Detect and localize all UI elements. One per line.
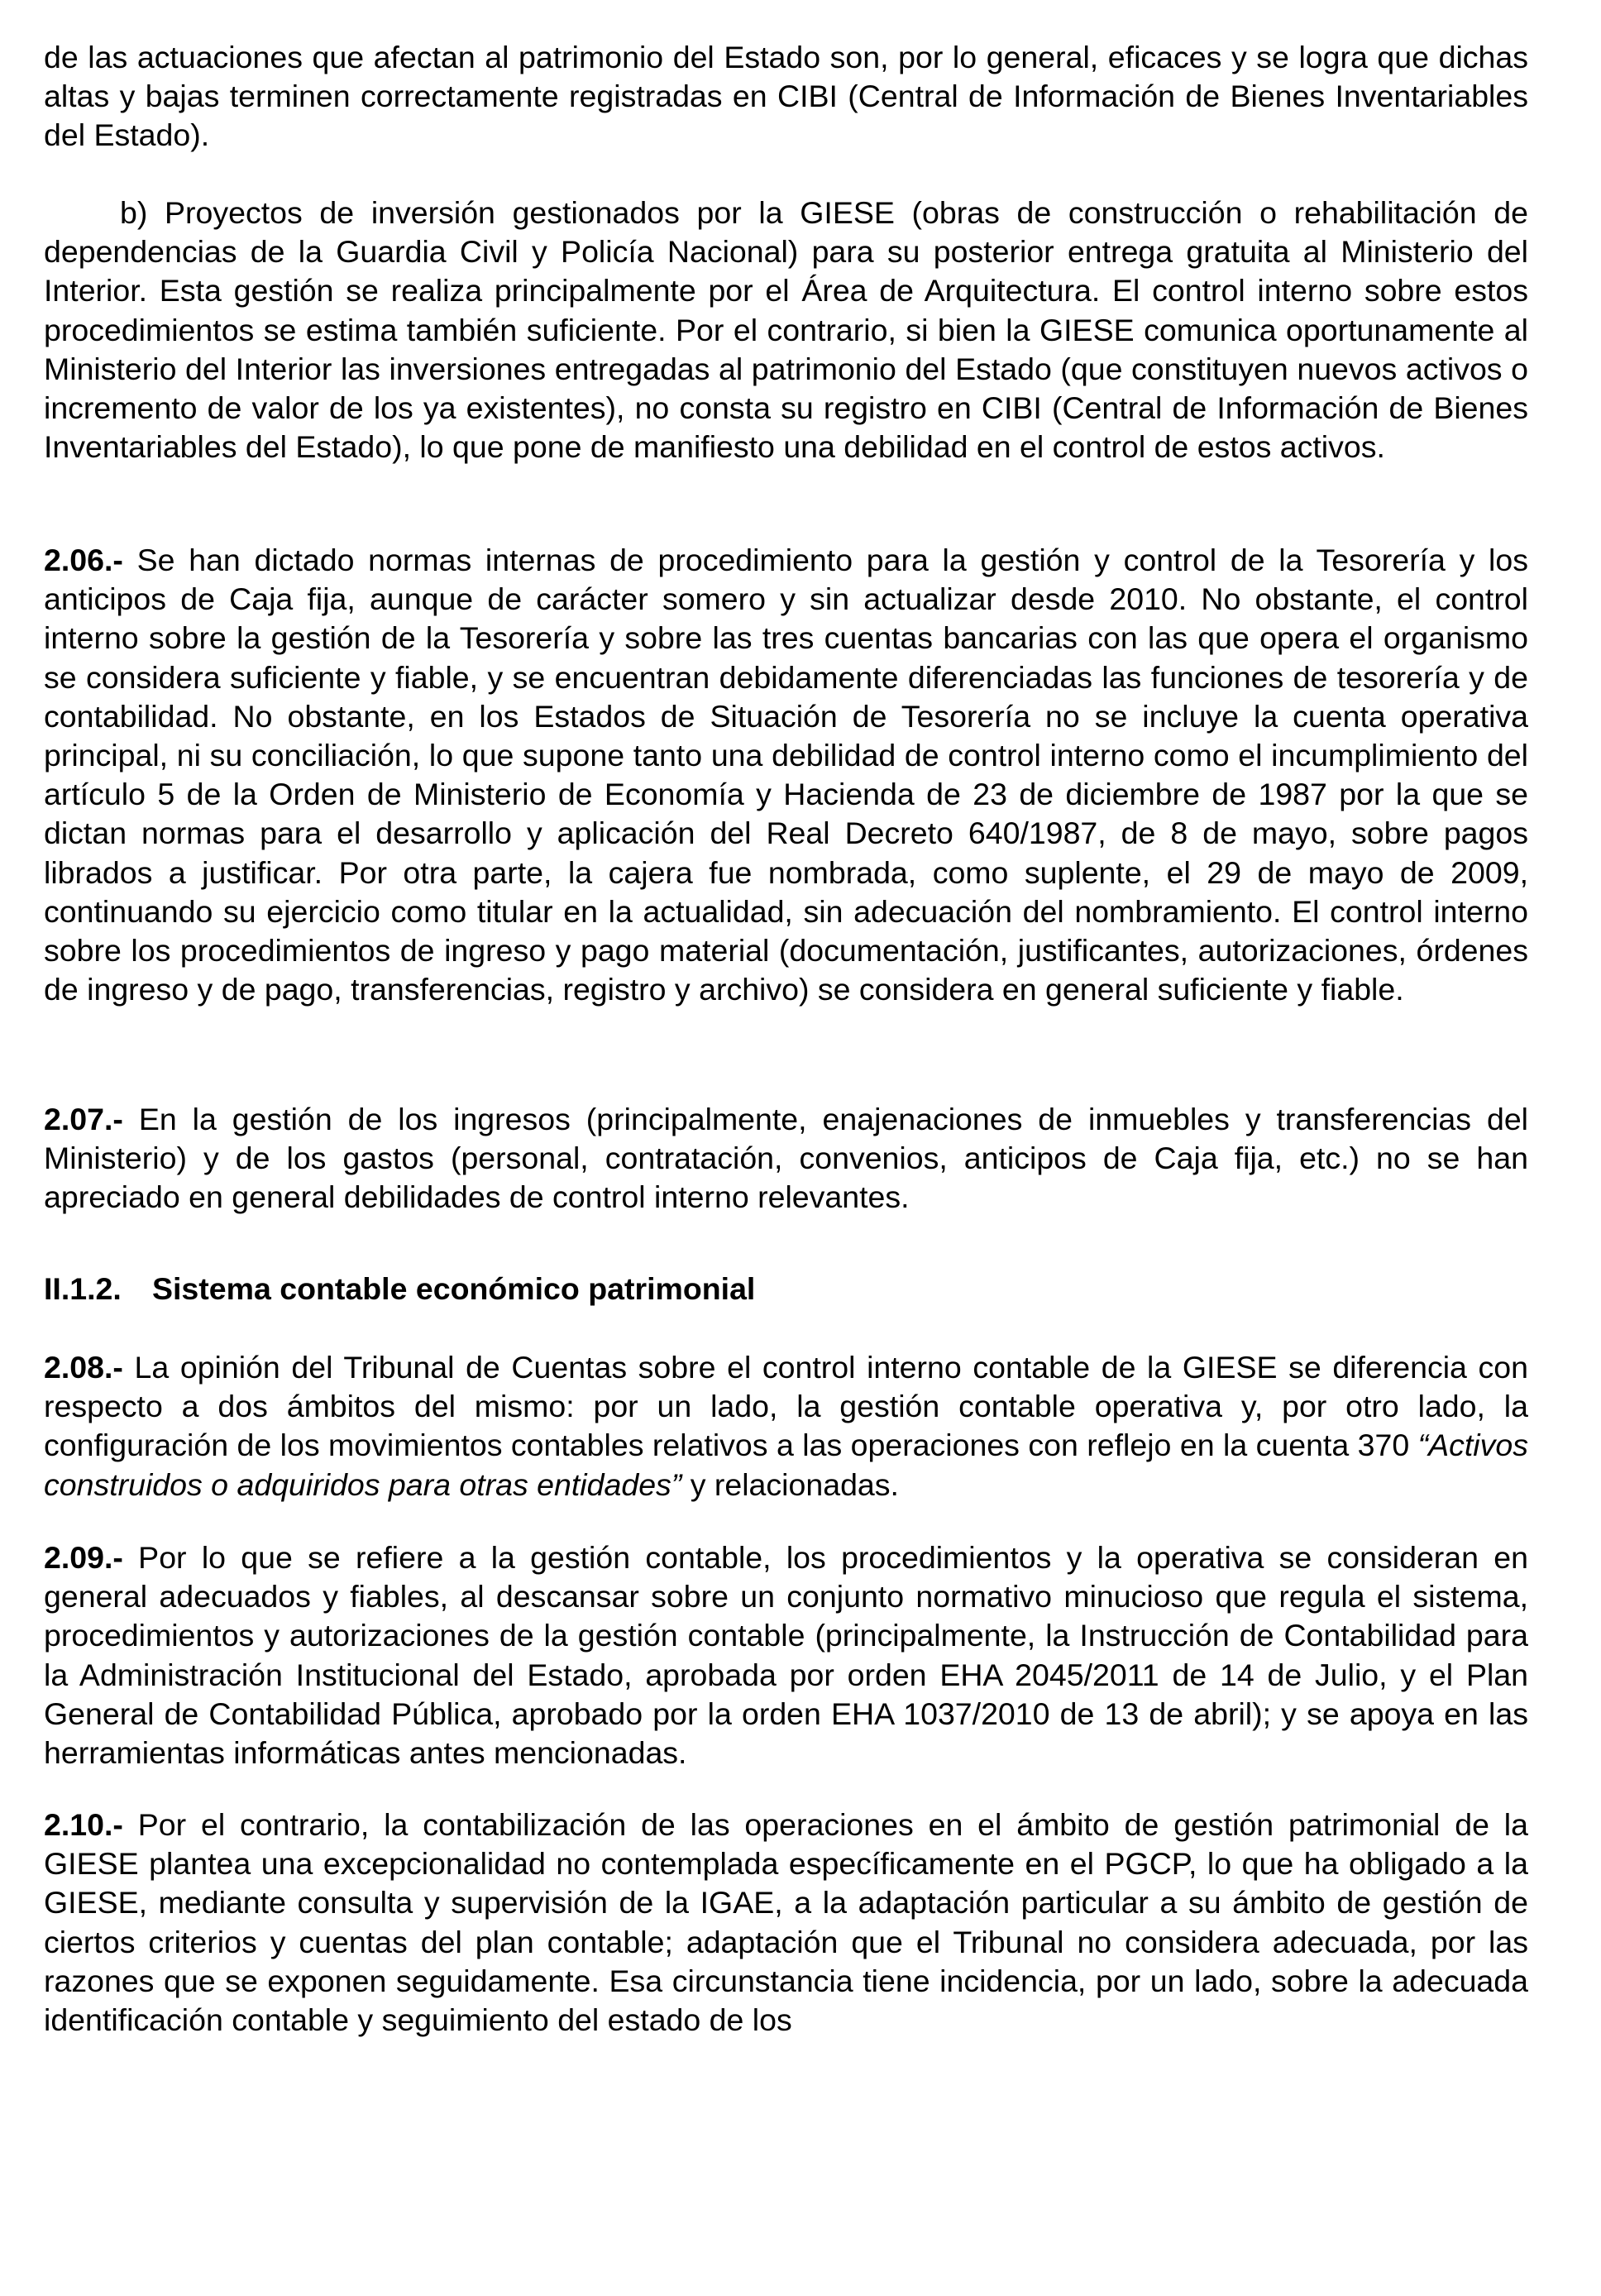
paragraph-2-07 xyxy=(44,1100,1528,1217)
paragraph-number: 2.09.- xyxy=(44,1540,123,1575)
paragraph-b-text: Proyectos de inversión gestionados por la GIESE (obras de construcción o rehabilitación de dependencias de la Guardia Civil y Policía Nacional) para su posterior entrega gratuita al Ministerio del Interior. Esta gestión se realiza principalmente por el Área de Arquitectura. El control interno sobre estos procedimientos se estima también suficiente. Por el contrario, si bien la GIESE comunica oportunamente al Ministerio del Interior las inversiones entregadas al patrimonio del Estado (que constituyen nuevos activos o incremento de valor de los ya existentes), no consta su registro en CIBI (Central de Información de Bienes Inventariables del Estado), lo que pone de manifiesto una debilidad en el control de estos activos. xyxy=(44,195,1528,465)
paragraph-2-10 xyxy=(44,1806,1528,2040)
paragraph-intro xyxy=(44,38,1528,155)
paragraph-intro-text: de las actuaciones que afectan al patrimonio del Estado son, por lo general, eficaces y se logra que dichas altas y bajas terminen correctamente registradas en CIBI (Central de Información de Bienes Inventariables del Estado). xyxy=(44,40,1528,153)
paragraph-2-08 xyxy=(44,1348,1528,1504)
paragraph-text: Se han dictado normas internas de procedimiento para la gestión y control de la Tesorería y los anticipos de Caja fija, aunque de carácter somero y sin actualizar desde 2010. No obstante, el control interno sobre la gestión de la Tesorería y sobre las tres cuentas bancarias con las que opera el organismo se considera suficiente y fiable, y se encuentran debidamente diferenciadas las funciones de tesorería y de contabilidad. No obstante, en los Estados de Situación de Tesorería no se incluye la cuenta operativa principal, ni su conciliación, lo que supone tanto una debilidad de control interno como el incumplimiento del artículo 5 de la Orden de Ministerio de Economía y Hacienda de 23 de diciembre de 1987 por la que se dictan normas para el desarrollo y aplicación del Real Decreto 640/1987, de 8 de mayo, sobre pagos librados a justificar. Por otra parte, la cajera fue nombrada, como suplente, el 29 de mayo de 2009, continuando su ejercicio como titular en la actualidad, sin adecuación del nombramiento. El control interno sobre los procedimientos de ingreso y pago material (documentación, justificantes, autorizaciones, órdenes de ingreso y de pago, transferencias, registro y archivo) se considera en general suficiente y fiable. xyxy=(44,543,1528,1007)
paragraph-text-before: La opinión del Tribunal de Cuentas sobre el control interno contable de la GIESE se diferencia con respecto a dos ámbitos del mismo: por un lado, la gestión contable operativa y, por otro lado, la configuración de los movimientos contables relativos a las operaciones con reflejo en la cuenta 370 xyxy=(44,1350,1528,1463)
paragraph-number: 2.10.- xyxy=(44,1807,123,1842)
paragraph-text: En la gestión de los ingresos (principalmente, enajenaciones de inmuebles y transferencias del Ministerio) y de los gastos (personal, contratación, convenios, anticipos de Caja fija, etc.) no se han apreciado en general debilidades de control interno relevantes. xyxy=(44,1102,1528,1215)
paragraph-2-09 xyxy=(44,1538,1528,1772)
section-number: II.1.2. xyxy=(44,1271,122,1306)
paragraph-text: Por lo que se refiere a la gestión contable, los procedimientos y la operativa se consideran en general adecuados y fiables, al descansar sobre un conjunto normativo minucioso que regula el sistema, procedimientos y autorizaciones de la gestión contable (principalmente, la Instrucción de Contabilidad para la Administración Institucional del Estado, aprobada por orden EHA 2045/2011 de 14 de Julio, y el Plan General de Contabilidad Pública, aprobado por la orden EHA 1037/2010 de 13 de abril); y se apoya en las herramientas informáticas antes mencionadas. xyxy=(44,1540,1528,1771)
paragraph-text-after: y relacionadas. xyxy=(681,1466,899,1502)
paragraph-2-06 xyxy=(44,541,1528,1009)
paragraph-number: 2.07.- xyxy=(44,1102,123,1136)
section-heading xyxy=(44,1270,1528,1308)
account-name-quote: “Activos construidos o adquiridos para otras entidades” xyxy=(44,1428,1528,1502)
paragraph-number: 2.06.- xyxy=(44,543,123,577)
paragraph-b-marker: b) xyxy=(120,195,148,230)
section-title: Sistema contable económico patrimonial xyxy=(152,1271,756,1306)
paragraph-number: 2.08.- xyxy=(44,1350,123,1385)
paragraph-b xyxy=(44,194,1528,466)
paragraph-text: Por el contrario, la contabilización de las operaciones en el ámbito de gestión patrimonial de la GIESE plantea una excepcionalidad no contemplada específicamente en el PGCP, lo que ha obligado a la GIESE, mediante consulta y supervisión de la IGAE, a la adaptación particular a su ámbito de gestión de ciertos criterios y cuentas del plan contable; adaptación que el Tribunal no considera adecuada, por las razones que se exponen seguidamente. Esa circunstancia tiene incidencia, por un lado, sobre la adecuada identificación contable y seguimiento del estado de los xyxy=(44,1807,1528,2038)
